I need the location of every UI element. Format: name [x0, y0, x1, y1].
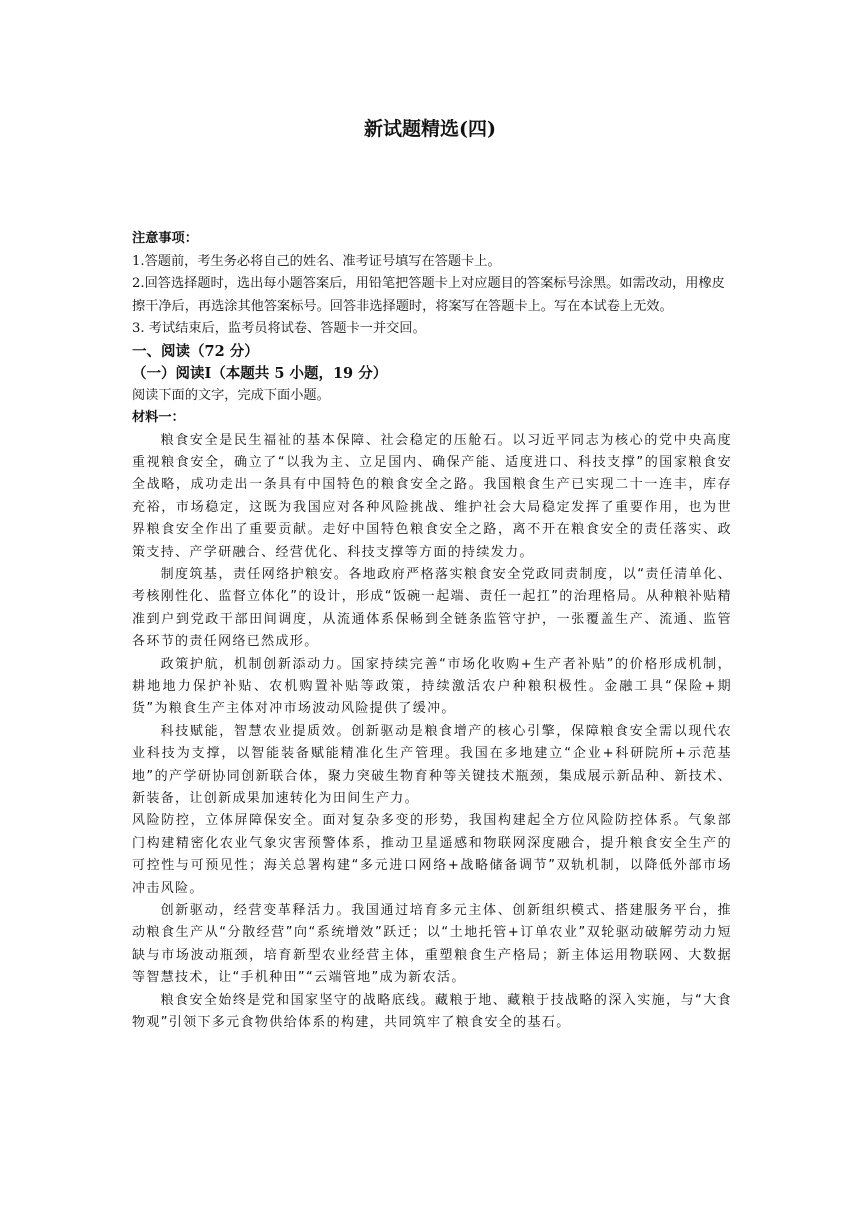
notice-item: 2.回答选择题时，选出每小题答案后，用铅笔把答题卡上对应题目的答案标号涂黑。如需改动，用橡皮擦干净后，再选涂其他答案标号。回答非选择题时，将案写在答题卡上。写在本试卷上无效。	[132, 276, 725, 314]
material-paragraph: 政策护航，机制创新添动力。国家持续完善“市场化收购+生产者补贴”的价格形成机制，耕地地力保护补贴、农机购置补贴等政策，持续激活农户种粮积极性。金融工具“保险+期货”为粮食生产主体对冲市场波动风险提供了缓冲。	[132, 656, 732, 717]
material-paragraph: 创新驱动，经营变革释活力。我国通过培育多元主体、创新组织模式、搭建服务平台，推动粮食生产从“分散经营”向“系统增效”跃迁；以“土地托管+订单农业”双轮驱动破解劳动力短缺与市场波动瓶颈，培育新型农业经营主体，重塑粮食生产格局；新主体运用物联网、大数据等智慧技术，让“手机种田”“云端管地”成为新农活。	[132, 903, 732, 986]
material-paragraph: 风险防控，立体屏障保安全。面对复杂多变的形势，我国构建起全方位风险防控体系。气象部门构建精密化农业气象灾害预警体系，推动卫星遥感和物联网深度融合，提升粮食安全生产的可控性与可预见性；海关总署构建“多元进口网络+战略储备调节”双轨机制，以降低外部市场冲击风险。	[132, 813, 732, 896]
instruction-text: 阅读下面的文字，完成下面小题。	[132, 387, 330, 403]
page-title: 新试题精选(四)	[364, 118, 496, 140]
exam-content	[132, 228, 732, 1034]
notice-heading: 注意事项：	[132, 231, 198, 246]
section-heading: 一、阅读（72 分）	[132, 342, 259, 360]
material-label: 材料一：	[132, 410, 185, 425]
notice-item: 1.答题前，考生务必将自己的姓名、准考证号填写在答题卡上。	[132, 253, 501, 269]
material-paragraph: 粮食安全始终是党和国家坚守的战略底线。藏粮于地、藏粮于技战略的深入实施，与“大食物观”引领下多元食物供给体系的构建，共同筑牢了粮食安全的基石。	[132, 992, 732, 1031]
subsection-heading: （一）阅读Ⅰ（本题共 5 小题，19 分）	[132, 364, 388, 382]
material-paragraph: 科技赋能，智慧农业提质效。创新驱动是粮食增产的核心引擎，保障粮食安全需以现代农业科技为支撑，以智能装备赋能精准化生产管理。我国在多地建立“企业+科研院所+示范基地”的产学研协同创新联合体，聚力突破生物育种等关键技术瓶颈，集成展示新品种、新技术、新装备，让创新成果加速转化为田间生产力。	[132, 723, 732, 806]
notice-item: 3. 考试结束后，监考员将试卷、答题卡一并交回。	[132, 321, 426, 336]
material-paragraph: 粮食安全是民生福祉的基本保障、社会稳定的压舱石。以习近平同志为核心的党中央高度重视粮食安全，确立了“以我为主、立足国内、确保产能、适度进口、科技支撑”的国家粮食安全战略，成功走出一条具有中国特色的粮食安全之路。我国粮食生产已实现二十一连丰，库存充裕，市场稳定，这既为我国应对各种风险挑战、维护社会大局稳定发挥了重要作用，也为世界粮食安全作出了重要贡献。走好中国特色粮食安全之路，离不开在粮食安全的责任落实、政策支持、产学研融合、经营优化、科技支撑等方面的持续发力。	[132, 432, 732, 560]
material-paragraph: 制度筑基，责任网络护粮安。各地政府严格落实粮食安全党政同责制度，以“责任清单化、考核刚性化、监督立体化”的设计，形成“饭碗一起端、责任一起扛”的治理格局。从种粮补贴精准到户到党政干部田间调度，从流通体系保畅到全链条监管守护，一张覆盖生产、流通、监管各环节的责任网络已然成形。	[132, 566, 732, 650]
